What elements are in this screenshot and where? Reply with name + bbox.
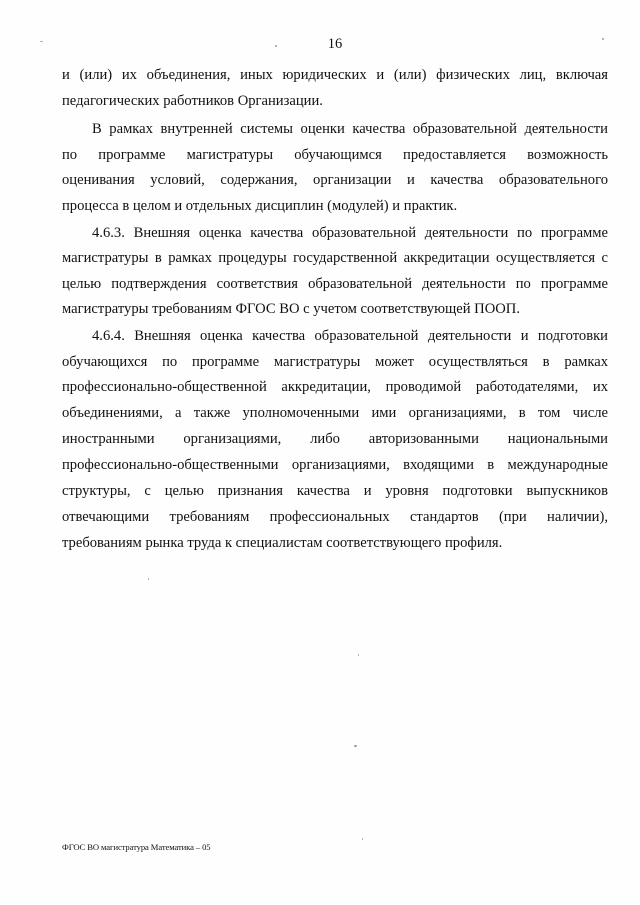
scan-speck bbox=[362, 838, 363, 840]
scan-speck bbox=[275, 45, 277, 47]
scan-speck bbox=[358, 654, 359, 656]
text-line: объединениями, а также уполномоченными ими организациями, в том числе bbox=[62, 405, 608, 421]
text-line: отвечающими требованиям профессиональных стандартов (при наличии), bbox=[62, 509, 608, 525]
text-line: 4.6.4. Внешняя оценка качества образовательной деятельности и подготовки bbox=[92, 328, 608, 344]
text-line: В рамках внутренней системы оценки качества образовательной деятельности bbox=[92, 121, 608, 137]
text-line: иностранными организациями, либо авторизованными национальными bbox=[62, 431, 608, 447]
scan-speck bbox=[148, 578, 149, 580]
text-line: оценивания условий, содержания, организации и качества образовательного bbox=[62, 172, 608, 188]
scan-speck bbox=[602, 38, 604, 40]
text-line: обучающихся по программе магистратуры может осуществляться в рамках bbox=[62, 354, 608, 370]
scan-speck bbox=[354, 745, 357, 747]
document-footer: ФГОС ВО магистратура Математика – 05 bbox=[62, 842, 211, 852]
page-number: 16 bbox=[327, 36, 343, 52]
text-line: магистратуры в рамках процедуры государственной аккредитации осуществляется с bbox=[62, 250, 608, 266]
text-line: процесса в целом и отдельных дисциплин (модулей) и практик. bbox=[62, 198, 458, 214]
text-line: педагогических работников Организации. bbox=[62, 93, 323, 109]
text-line: профессионально-общественными организациями, входящими в международные bbox=[62, 457, 608, 473]
text-line: по программе магистратуры обучающимся предоставляется возможность bbox=[62, 147, 608, 163]
text-line: магистратуры требованиям ФГОС ВО с учетом соответствующей ПООП. bbox=[62, 301, 520, 317]
text-line: 4.6.3. Внешняя оценка качества образовательной деятельности по программе bbox=[92, 225, 608, 241]
text-line: структуры, с целью признания качества и уровня подготовки выпускников bbox=[62, 483, 608, 499]
text-line: требованиям рынка труда к специалистам соответствующего профиля. bbox=[62, 535, 503, 551]
text-line: и (или) их объединения, иных юридических и (или) физических лиц, включая bbox=[62, 67, 608, 83]
text-line: целью подтверждения соответствия образовательной деятельности по программе bbox=[62, 276, 608, 292]
scan-speck bbox=[40, 41, 43, 42]
text-line: профессионально-общественной аккредитации, проводимой работодателями, их bbox=[62, 379, 608, 395]
